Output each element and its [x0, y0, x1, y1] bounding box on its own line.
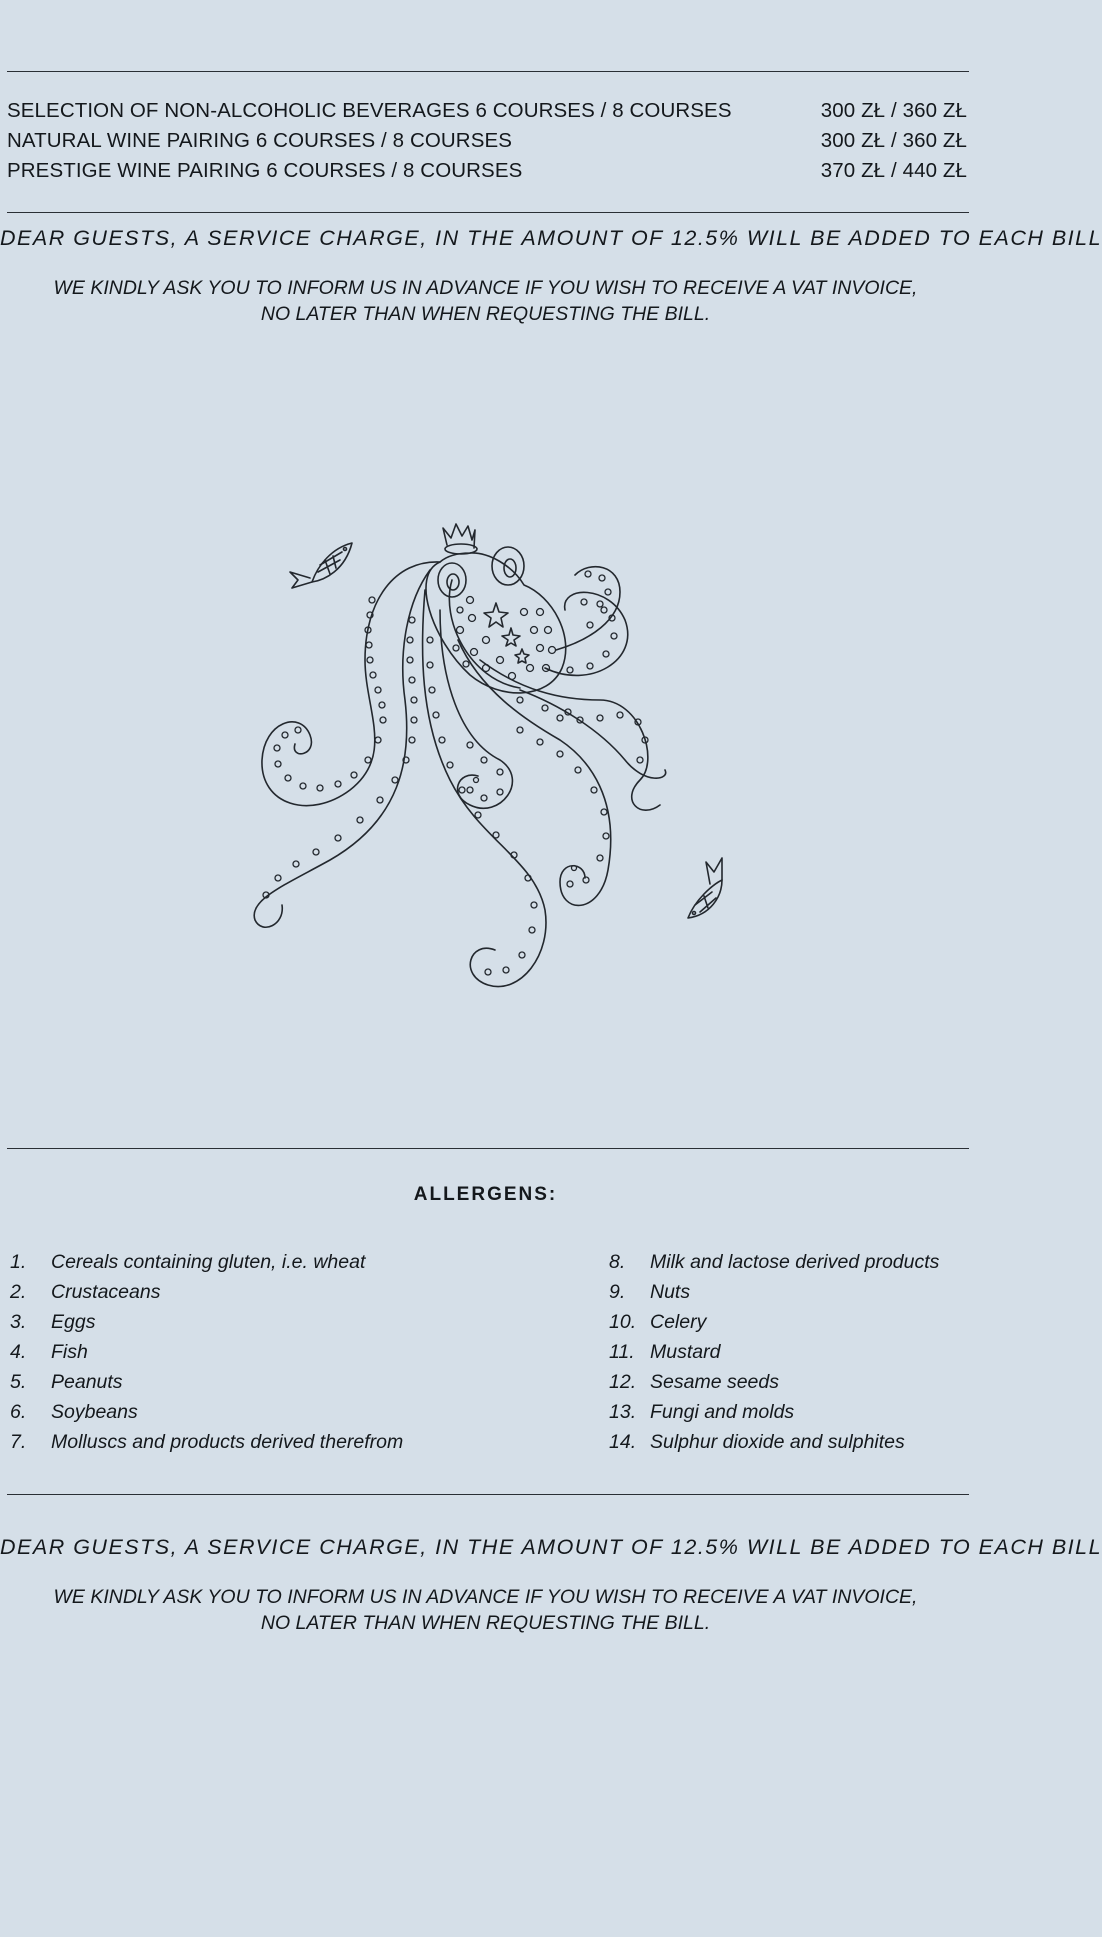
vat-invoice-notice-line2: NO LATER THAN WHEN REQUESTING THE BILL. [260, 1612, 711, 1634]
pairing-price: 300 ZŁ / 360 ZŁ [820, 129, 967, 152]
divider-after-allergens [7, 1494, 969, 1495]
allergen-name: Cereals containing gluten, i.e. wheat [51, 1250, 366, 1273]
allergen-item [10, 1277, 160, 1307]
allergen-name: Milk and lactose derived products [650, 1250, 940, 1273]
vat-invoice-notice-line1: WE KINDLY ASK YOU TO INFORM US IN ADVANCE IF YOU WISH TO RECEIVE A VAT INVOICE, [53, 277, 918, 299]
allergen-number: 7. [10, 1430, 27, 1453]
allergen-number: 3. [10, 1310, 27, 1333]
allergen-name: Soybeans [51, 1400, 138, 1423]
allergen-name: Eggs [51, 1310, 96, 1333]
allergen-item [609, 1367, 779, 1397]
allergen-number: 5. [10, 1370, 27, 1393]
allergen-number: 2. [10, 1280, 27, 1303]
fish-icon [290, 543, 352, 588]
vat-invoice-notice-line1: WE KINDLY ASK YOU TO INFORM US IN ADVANCE IF YOU WISH TO RECEIVE A VAT INVOICE, [53, 1586, 918, 1608]
allergen-name: Mustard [650, 1340, 721, 1363]
allergen-name: Peanuts [51, 1370, 123, 1393]
allergen-name: Crustaceans [51, 1280, 161, 1303]
service-charge-notice: DEAR GUESTS, A SERVICE CHARGE, IN THE AMOUNT OF 12.5% WILL BE ADDED TO EACH BILL [0, 226, 1102, 250]
allergen-item [609, 1337, 720, 1367]
vat-invoice-notice-line2: NO LATER THAN WHEN REQUESTING THE BILL. [260, 303, 711, 325]
divider-before-allergens [7, 1148, 969, 1149]
octopus-tentacles [254, 562, 666, 987]
fish-icon [688, 858, 722, 918]
crown-icon [443, 524, 477, 554]
allergen-item [10, 1307, 95, 1337]
allergen-number: 1. [10, 1250, 27, 1273]
allergen-item [10, 1337, 88, 1367]
allergen-number: 8. [609, 1250, 626, 1273]
allergen-number: 14. [609, 1430, 637, 1453]
allergen-name: Sulphur dioxide and sulphites [650, 1430, 905, 1453]
allergen-item [609, 1427, 905, 1457]
allergen-number: 13. [609, 1400, 637, 1423]
allergen-name: Fish [51, 1340, 88, 1363]
allergen-name: Celery [650, 1310, 707, 1333]
allergen-name: Sesame seeds [650, 1370, 779, 1393]
service-charge-notice: DEAR GUESTS, A SERVICE CHARGE, IN THE AMOUNT OF 12.5% WILL BE ADDED TO EACH BILL [0, 1535, 1102, 1559]
pairing-price: 370 ZŁ / 440 ZŁ [820, 159, 967, 182]
allergen-number: 12. [609, 1370, 637, 1393]
allergen-item [609, 1247, 939, 1277]
allergen-item [10, 1397, 138, 1427]
pairing-price: 300 ZŁ / 360 ZŁ [820, 99, 967, 122]
allergen-name: Molluscs and products derived therefrom [51, 1430, 404, 1453]
allergens-title: ALLERGENS: [413, 1184, 558, 1205]
allergen-item [10, 1427, 403, 1457]
allergen-name: Nuts [650, 1280, 691, 1303]
allergen-item [609, 1277, 690, 1307]
allergen-number: 10. [609, 1310, 637, 1333]
allergen-item [10, 1367, 123, 1397]
allergen-number: 4. [10, 1340, 27, 1363]
allergen-item [609, 1397, 794, 1427]
allergen-number: 6. [10, 1400, 27, 1423]
allergen-item [10, 1247, 365, 1277]
allergen-item [609, 1307, 706, 1337]
allergen-number: 9. [609, 1280, 626, 1303]
pairing-label: PRESTIGE WINE PAIRING 6 COURSES / 8 COURSES [7, 159, 523, 182]
pairing-label: NATURAL WINE PAIRING 6 COURSES / 8 COURSES [7, 129, 513, 152]
allergen-number: 11. [609, 1340, 635, 1363]
allergen-name: Fungi and molds [650, 1400, 795, 1423]
pairing-label: SELECTION OF NON-ALCOHOLIC BEVERAGES 6 COURSES / 8 COURSES [7, 99, 732, 122]
